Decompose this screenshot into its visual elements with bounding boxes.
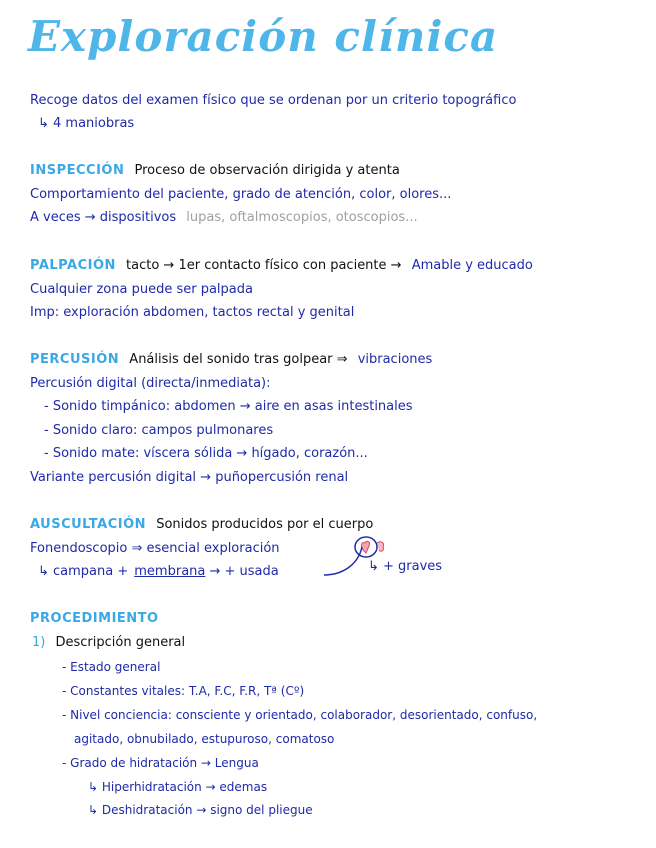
sub-list-item: ↳ Hiperhidratación → edemas <box>88 780 268 794</box>
inspeccion-line: Comportamiento del paciente, grado de atención, color, olores... <box>30 187 452 202</box>
graves-text: ↳ + graves <box>368 559 443 574</box>
intro-maniobras: ↳ 4 maniobras <box>38 116 135 131</box>
palpacion-heading-row <box>30 258 533 274</box>
section-heading: PROCEDIMIENTO <box>30 611 159 626</box>
list-item: - Estado general <box>62 660 161 674</box>
inspeccion-heading-row <box>30 163 400 179</box>
page-title: Exploración clínica <box>28 12 499 61</box>
percusion-line: Percusión digital (directa/inmediata): <box>30 376 271 391</box>
list-item: - Constantes vitales: T.A, F.C, F.R, Tª (Cº) <box>62 684 305 698</box>
inspeccion-line <box>30 210 418 226</box>
auscultacion-line: Fonendoscopio ⇒ esencial exploración <box>30 541 280 556</box>
section-heading: PERCUSIÓN <box>30 352 120 367</box>
curve-arrow-icon <box>322 545 370 579</box>
percusion-line: Variante percusión digital → puñopercusión renal <box>30 470 349 485</box>
section-description-emphasis: vibraciones <box>357 352 433 367</box>
list-item: - Sonido mate: víscera sólida → hígado, corazón... <box>44 446 368 461</box>
sub-list-item: ↳ Deshidratación → signo del pliegue <box>88 803 313 817</box>
auscultacion-heading-row <box>30 517 373 533</box>
dispositivos-text: A veces → dispositivos <box>30 210 177 225</box>
section-description: tacto → 1er contacto físico con paciente → <box>126 258 402 273</box>
list-item-continuation: agitado, obnubilado, estupuroso, comatoso <box>74 732 335 746</box>
palpacion-line: Cualquier zona puede ser palpada <box>30 282 253 297</box>
usada-text: → + usada <box>209 564 279 579</box>
dispositivos-list: lupas, oftalmoscopios, otoscopios... <box>186 210 418 225</box>
list-item: - Sonido timpánico: abdomen → aire en asas intestinales <box>44 399 413 414</box>
list-item: - Nivel conciencia: consciente y orientado, colaborador, desorientado, confuso, <box>62 708 538 722</box>
section-description: Proceso de observación dirigida y atenta <box>134 163 400 178</box>
membrana-text: membrana <box>134 564 206 579</box>
intro-line: Recoge datos del examen físico que se ordenan por un criterio topográfico <box>30 93 517 108</box>
section-heading: PALPACIÓN <box>30 258 116 273</box>
step-row <box>32 635 185 651</box>
auscultacion-line <box>38 564 279 580</box>
list-item: - Sonido claro: campos pulmonares <box>44 423 274 438</box>
step-label: Descripción general <box>55 635 186 650</box>
campana-text: ↳ campana + <box>38 564 129 579</box>
section-heading: AUSCULTACIÓN <box>30 517 147 532</box>
section-description: Sonidos producidos por el cuerpo <box>156 517 374 532</box>
section-heading: INSPECCIÓN <box>30 163 125 178</box>
section-description: Análisis del sonido tras golpear ⇒ <box>129 352 348 367</box>
palpacion-line: Imp: exploración abdomen, tactos rectal y genital <box>30 305 355 320</box>
percusion-heading-row <box>30 352 432 368</box>
step-number: 1) <box>32 635 46 650</box>
list-item: - Grado de hidratación → Lengua <box>62 756 259 770</box>
section-description-emphasis: Amable y educado <box>411 258 533 273</box>
